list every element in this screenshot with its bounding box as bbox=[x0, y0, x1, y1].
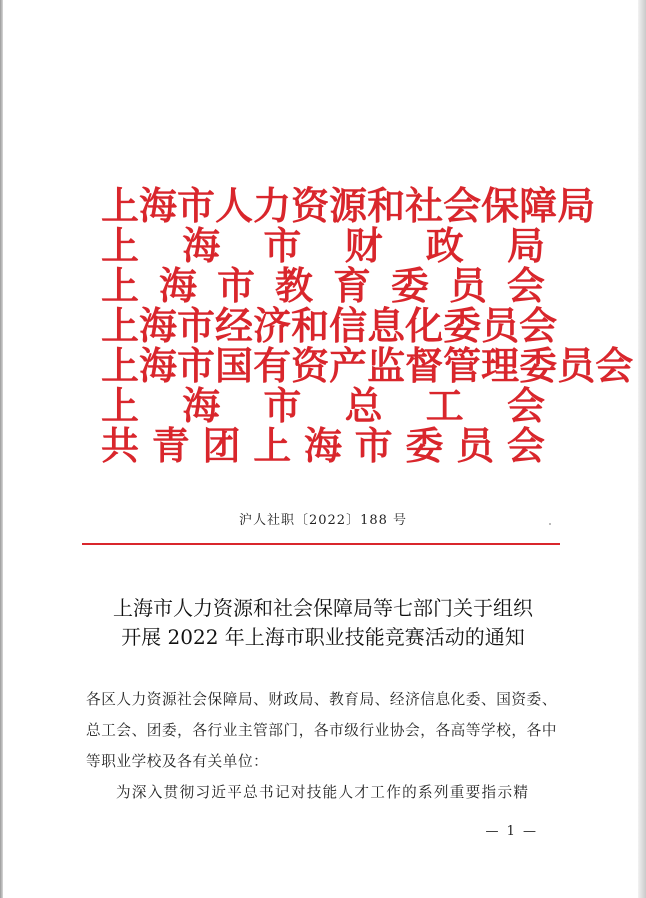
document-body bbox=[86, 684, 562, 808]
title-line-2: 开展 2022 年上海市职业技能竞赛活动的通知 bbox=[121, 625, 525, 649]
scan-speck bbox=[549, 523, 551, 525]
issuer-line: 上 海 市 经 济 和 信 息 化 委 员 会 bbox=[101, 303, 558, 348]
page-right-edge-shadow bbox=[638, 0, 646, 898]
issuer-line: 上 海 市 人 力 资 源 和 社 会 保 障 局 bbox=[101, 183, 596, 228]
title-line-1: 上海市人力资源和社会保障局等七部门关于组织 bbox=[113, 596, 533, 620]
issuer-line: 上 海 市 教 育 委 员 会 bbox=[101, 263, 545, 308]
page-left-edge-shadow bbox=[0, 0, 3, 898]
document-title bbox=[60, 594, 586, 652]
document-number: 沪人社职〔2022〕188 号 bbox=[238, 513, 408, 528]
red-separator-line bbox=[82, 543, 560, 545]
issuer-line: 上 海 市 财 政 局 bbox=[101, 223, 545, 268]
page-number: — 1 — bbox=[485, 824, 538, 839]
recipients-paragraph: 各区人力资源社会保障局、财政局、教育局、经济信息化委、国资委、总工会、团委，各行业主管部门，各市级行业协会，各高等学校，各中等职业学校及各有关单位： bbox=[86, 691, 558, 770]
issuer-line: 上 海 市 国 有 资 产 监 督 管 理 委 员 会 bbox=[101, 343, 634, 388]
issuer-line: 共 青 团 上 海 市 委 员 会 bbox=[101, 423, 545, 468]
first-paragraph: 为深入贯彻习近平总书记对技能人才工作的系列重要指示精 bbox=[116, 784, 530, 801]
issuer-line: 上 海 市 总 工 会 bbox=[101, 383, 545, 428]
issuing-agencies-header bbox=[101, 183, 634, 468]
